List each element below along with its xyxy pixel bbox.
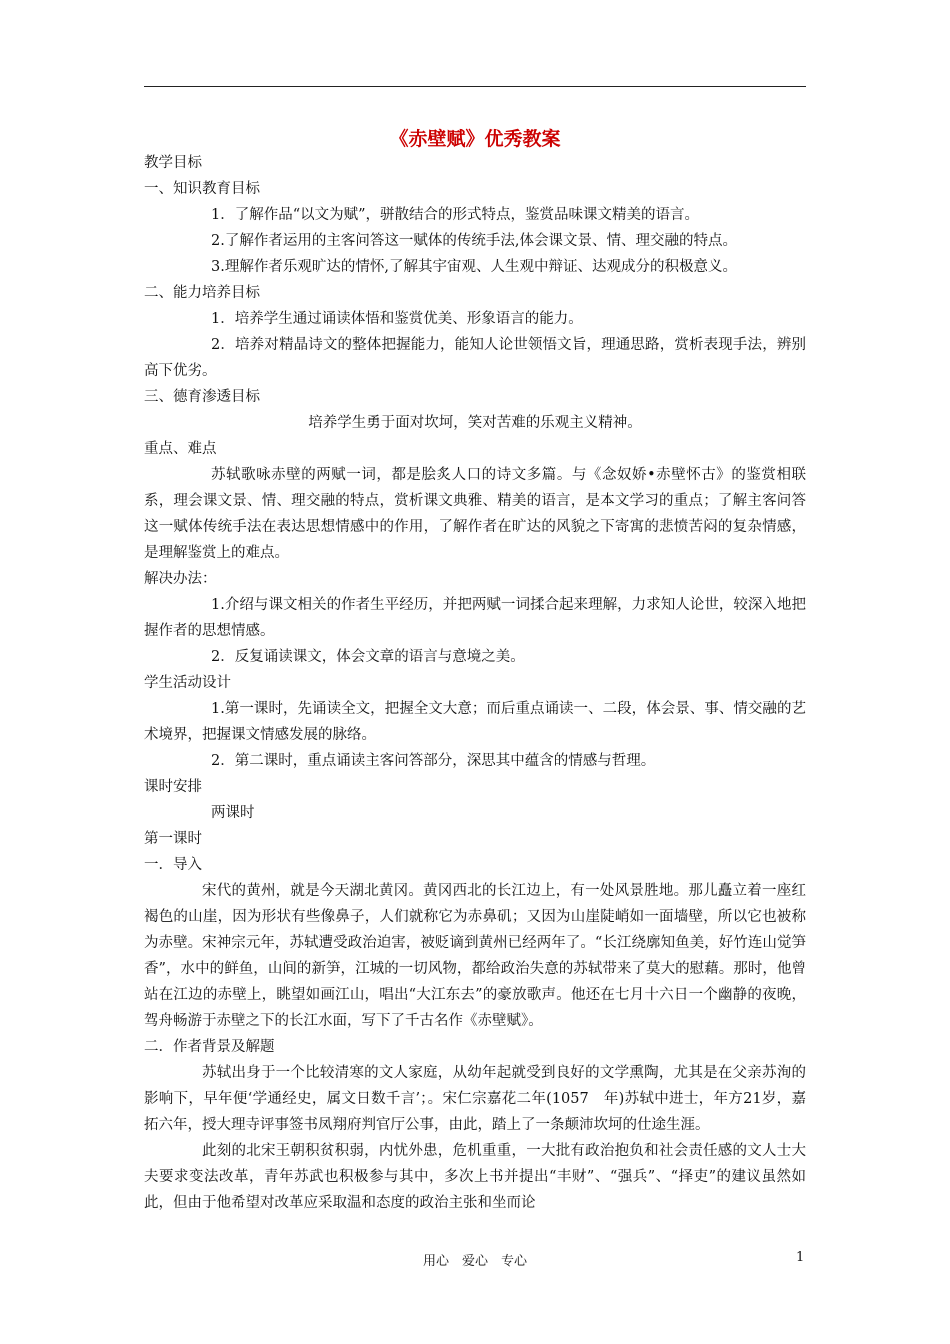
list-item: 2．第二课时，重点诵读主客问答部分，深思其中蕴含的情感与哲理。 [211, 753, 656, 769]
section-heading: 解决办法： [144, 571, 217, 587]
section-heading: 三、德育渗透目标 [144, 389, 260, 405]
section-heading: 课时安排 [144, 779, 202, 795]
paragraph: 此刻的北宋王朝积贫积弱，内忧外患，危机重重，一大批有政治抱负和社会责任感的文人士大夫要求变法改革，青年苏武也积极参与其中，多次上书并提出“丰财”、“强兵”、“择吏”的建议虽然如此，但由于他希望对改革应采取温和态度的政治主张和坐而论 [144, 1143, 806, 1211]
section-heading: 一、知识教育目标 [144, 181, 260, 197]
list-item: 2.了解作者运用的主客问答这一赋体的传统手法,体会课文景、情、理交融的特点。 [211, 233, 737, 249]
list-item: 1.介绍与课文相关的作者生平经历，并把两赋一词揉合起来理解，力求知人论世，较深入地把握作者的思想情感。 [144, 597, 806, 639]
list-item: 1.第一课时，先诵读全文，把握全文大意；而后重点诵读一、二段，体会景、事、情交融的艺术境界，把握课文情感发展的脉络。 [144, 701, 806, 743]
list-item: 3.理解作者乐观旷达的情怀,了解其宇宙观、人生观中辩证、达观成分的积极意义。 [211, 259, 737, 275]
paragraph: 两课时 [211, 805, 255, 821]
list-item: 2．培养对精晶诗文的整体把握能力，能知人论世领悟文旨，理通思路，赏析表现手法，辨别高下优劣。 [144, 337, 806, 379]
section-heading: 学生活动设计 [144, 675, 231, 691]
section-heading: 第一课时 [144, 831, 202, 847]
section-heading: 二、能力培养目标 [144, 285, 260, 301]
list-item: 1．培养学生通过诵读体悟和鉴赏优美、形象语言的能力。 [211, 311, 583, 327]
section-heading: 重点、难点 [144, 441, 217, 457]
header-rule [144, 86, 806, 87]
paragraph: 培养学生勇于面对坎坷，笑对苦难的乐观主义精神。 [308, 415, 642, 431]
section-heading: 二．作者背景及解题 [144, 1039, 275, 1055]
section-heading: 一．导入 [144, 857, 202, 873]
paragraph: 苏轼出身于一个比较清寒的文人家庭，从幼年起就受到良好的文学熏陶，尤其是在父亲苏洵的影响下，早年便‘学通经史，属文日数千言’；。宋仁宗嘉花二年(1057 年)苏轼中进士，年方21岁，嘉拓六年，授大理寺评事签书凤翔府判官厅公事，由此，踏上了一条颠沛坎坷的仕途生涯。 [144, 1065, 806, 1133]
document-title: 《赤壁赋》优秀教案 [389, 128, 561, 150]
list-item: 1．了解作品“以文为赋”，骈散结合的形式特点，鉴赏品味课文精美的语言。 [211, 207, 700, 223]
footer-motto: 用心 爱心 专心 [422, 1254, 527, 1269]
document-body [144, 150, 806, 1216]
page-number: 1 [796, 1250, 805, 1265]
paragraph: 苏轼歌咏赤壁的两赋一词，都是脍炙人口的诗文多篇。与《念奴娇•赤壁怀古》的鉴赏相联系，理会课文景、情、理交融的特点，赏析课文典雅、精美的语言，是本文学习的重点；了解主客问答这一赋体传统手法在表达思想情感中的作用，了解作者在旷达的风貌之下寄寓的悲愤苦闷的复杂情感，是理解鉴赏上的难点。 [144, 467, 806, 561]
section-heading: 教学目标 [144, 155, 202, 171]
paragraph: 宋代的黄州，就是今天湖北黄冈。黄冈西北的长江边上，有一处风景胜地。那儿矗立着一座红褐色的山崖，因为形状有些像鼻子，人们就称它为赤鼻矶；又因为山崖陡峭如一面墙壁，所以它也被称为赤壁。宋神宗元年，苏轼遭受政治迫害，被贬谪到黄州已经两年了。“长江绕廓知鱼美，好竹连山觉笋香”，水中的鲜鱼，山间的新笋，江城的一切风物，都给政治失意的苏轼带来了莫大的慰藉。那时，他曾站在江边的赤壁上，眺望如画江山，唱出“大江东去”的豪放歌声。他还在七月十六日一个幽静的夜晚，驾舟畅游于赤壁之下的长江水面，写下了千古名作《赤壁赋》。 [144, 883, 806, 1029]
list-item: 2．反复诵读课文，体会文章的语言与意境之美。 [211, 649, 525, 665]
